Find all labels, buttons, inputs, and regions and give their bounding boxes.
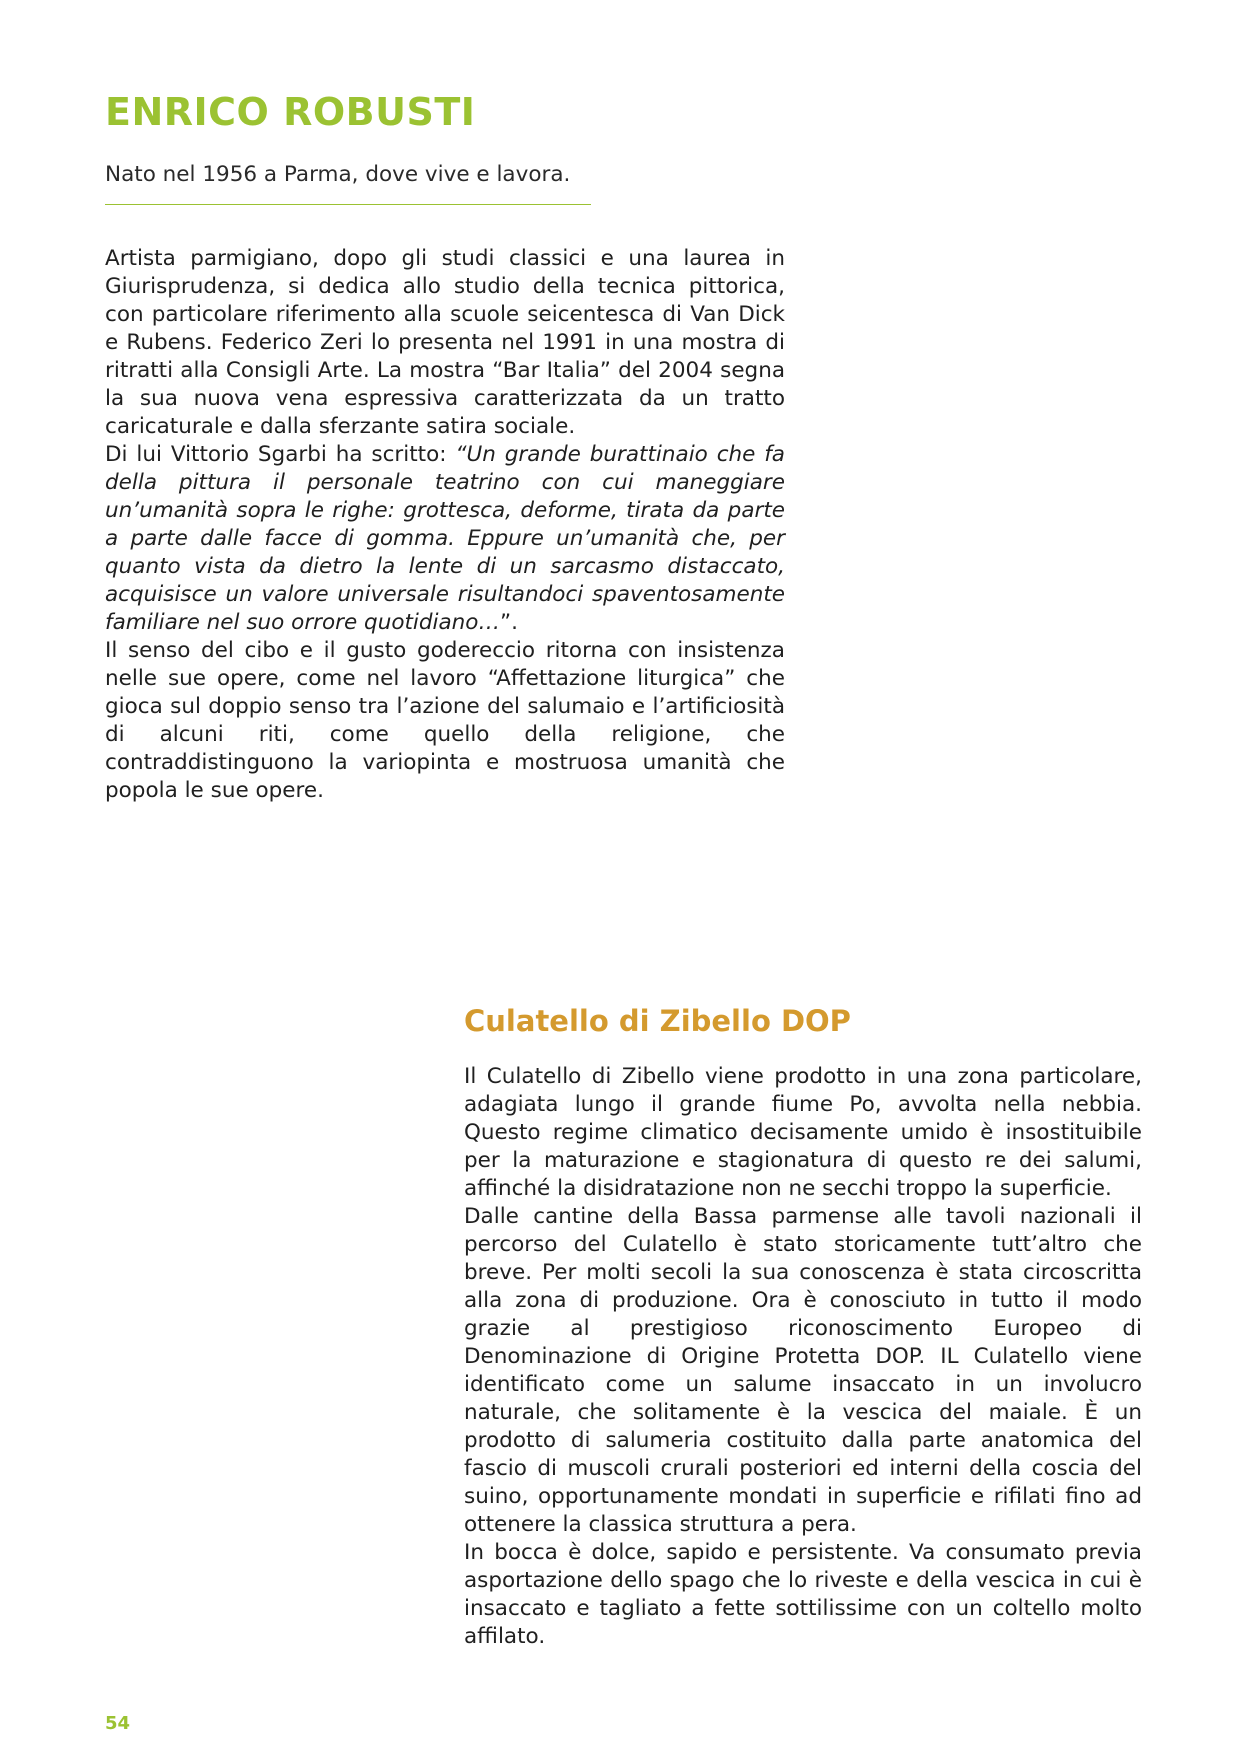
product-description xyxy=(464,1063,1142,1651)
product-paragraph-3: In bocca è dolce, sapido e persistente. Va consumato previa asportazione dello spago che lo riveste e della vescica in cui è insaccato e tagliato a fette sottilissime con un coltello molto affilato. xyxy=(464,1540,1142,1649)
heading-divider xyxy=(105,204,591,205)
artist-name-heading: ENRICO ROBUSTI xyxy=(105,90,476,134)
product-paragraph-1: Il Culatello di Zibello viene prodotto in una zona particolare, adagiata lungo il grande fiume Po, avvolta nella nebbia. Questo regime climatico decisamente umido è insostituibile per la maturazione e stagionatura di questo re dei salumi, affinché la disidratazione non ne secchi troppo la superficie. xyxy=(464,1064,1142,1201)
bio-quote-intro: Di lui Vittorio Sgarbi ha scritto: xyxy=(105,442,456,467)
product-title: Culatello di Zibello DOP xyxy=(464,1004,851,1038)
bio-paragraph-3: Il senso del cibo e il gusto godereccio ritorna con insistenza nelle sue opere, come nel lavoro “Affettazione liturgica” che gioca sul doppio senso tra l’azione del salumaio e l’artificiosità di alcuni riti, come quello della religione, che contraddistinguono la variopinta e mostruosa umanità che popola le sue opere. xyxy=(105,638,785,803)
artist-biography xyxy=(105,245,785,805)
bio-paragraph-1: Artista parmigiano, dopo gli studi classici e una laurea in Giurisprudenza, si dedica allo studio della tecnica pittorica, con particolare riferimento alla scuole seicentesca di Van Dick e Rubens. Federico Zeri lo presenta nel 1991 in una mostra di ritratti alla Consigli Arte. La mostra “Bar Italia” del 2004 segna la sua nuova vena espressiva caratterizzata da un tratto caricaturale e dalla sferzante satira sociale. xyxy=(105,246,785,439)
sgarbi-quote: “Un grande burattinaio che fa della pittura il personale teatrino con cui maneggiare un’umanità sopra le righe: grottesca, deforme, tirata da parte a parte dalle facce di gomma. Eppure un’umanità che, per quanto vista da dietro la lente di un sarcasmo distaccato, acquisisce un valore universale risultandoci spaventosamente familiare nel suo orrore quotidiano… xyxy=(105,442,785,635)
artist-subtitle: Nato nel 1956 a Parma, dove vive e lavora. xyxy=(105,162,571,187)
bio-paragraph-2 xyxy=(105,441,785,637)
product-paragraph-2: Dalle cantine della Bassa parmense alle tavoli nazionali il percorso del Culatello è stato storicamente tutt’altro che breve. Per molti secoli la sua conoscenza è stata circoscritta alla zona di produzione. Ora è conosciuto in tutto il modo grazie al prestigioso riconoscimento Europeo di Denominazione di Origine Protetta DOP. IL Culatello viene identificato come un salume insaccato in un involucro naturale, che solitamente è la vescica del maiale. È un prodotto di salumeria costituito dalla parte anatomica del fascio di muscoli crurali posteriori ed interni della coscia del suino, opportunamente mondati in superficie e rifilati fino ad ottenere la classica struttura a pera. xyxy=(464,1204,1142,1537)
page-number: 54 xyxy=(105,1713,131,1734)
bio-quote-end: ”. xyxy=(499,610,518,635)
